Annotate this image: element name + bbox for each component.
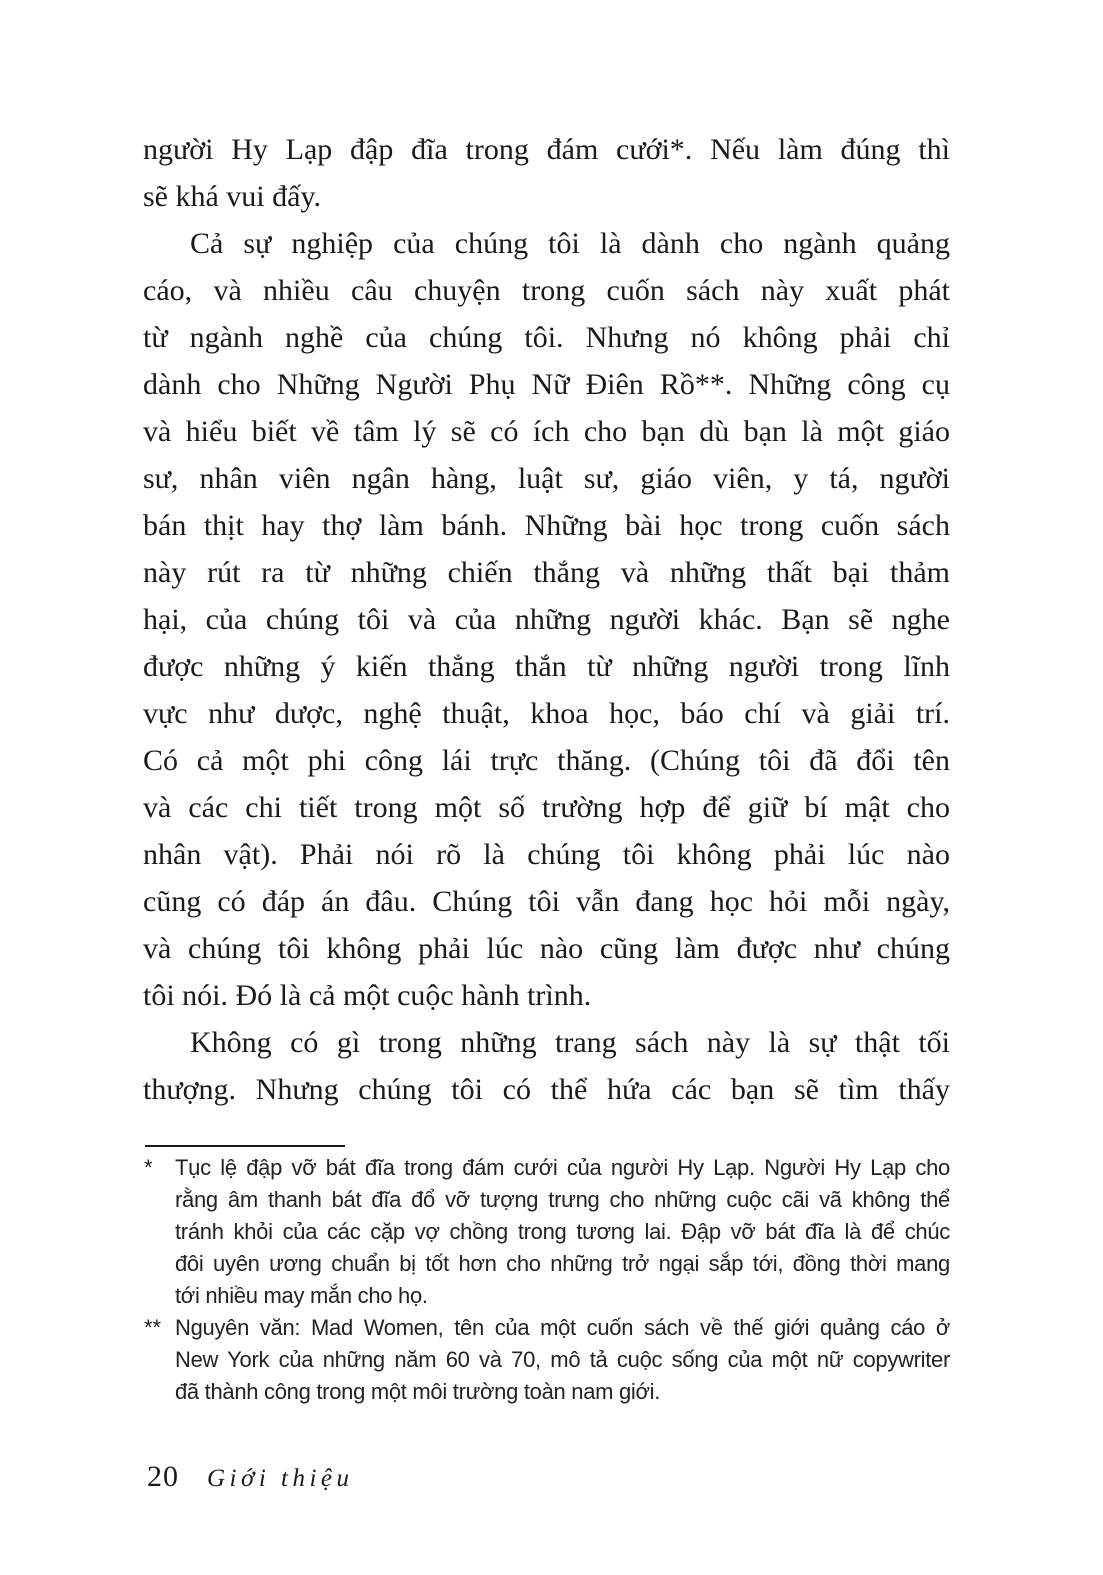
footnote-line: đôi uyên ương chuẩn bị tốt hơn cho những trở ngại sắp tới, đồng thời mang bbox=[175, 1251, 950, 1276]
body-line: này rút ra từ những chiến thắng và những thất bại thảm bbox=[143, 556, 950, 589]
body-line: sư, nhân viên ngân hàng, luật sư, giáo viên, y tá, người bbox=[143, 462, 950, 495]
body-line: được những ý kiến thẳng thắn từ những người trong lĩnh bbox=[143, 650, 950, 683]
body-line: và các chi tiết trong một số trường hợp để giữ bí mật cho bbox=[143, 791, 950, 824]
footnote-line: Tục lệ đập vỡ bát đĩa trong đám cưới của người Hy Lạp. Người Hy Lạp cho bbox=[175, 1155, 950, 1180]
body-line: dành cho Những Người Phụ Nữ Điên Rồ**. Những công cụ bbox=[143, 368, 950, 401]
body-line: Không có gì trong những trang sách này là sự thật tối bbox=[190, 1026, 950, 1059]
body-line: sẽ khá vui đấy. bbox=[143, 180, 322, 213]
body-line: và chúng tôi không phải lúc nào cũng làm được như chúng bbox=[143, 932, 950, 965]
footnote-line: đã thành công trong một môi trường toàn nam giới. bbox=[175, 1379, 661, 1404]
footnote-line: rằng âm thanh bát đĩa đổ vỡ tượng trưng cho những cuộc cãi vã không thể bbox=[175, 1187, 950, 1212]
body-line: và hiểu biết về tâm lý sẽ có ích cho bạn dù bạn là một giáo bbox=[143, 415, 950, 448]
body-line: cáo, và nhiều câu chuyện trong cuốn sách này xuất phát bbox=[143, 274, 950, 307]
footnote-line: New York của những năm 60 và 70, mô tả cuộc sống của một nữ copywriter bbox=[175, 1347, 950, 1372]
footnote-marker: * bbox=[144, 1155, 153, 1180]
body-line: thượng. Nhưng chúng tôi có thể hứa các bạn sẽ tìm thấy bbox=[143, 1073, 950, 1106]
body-line: cũng có đáp án đâu. Chúng tôi vẫn đang học hỏi mỗi ngày, bbox=[143, 885, 950, 918]
body-text bbox=[143, 126, 950, 1113]
footnote-separator bbox=[145, 1145, 345, 1147]
body-line: bán thịt hay thợ làm bánh. Những bài học trong cuốn sách bbox=[143, 509, 950, 542]
body-line: nhân vật). Phải nói rõ là chúng tôi không phải lúc nào bbox=[143, 838, 950, 871]
footnote-line: tránh khỏi của các cặp vợ chồng trong tương lai. Đập vỡ bát đĩa là để chúc bbox=[175, 1219, 950, 1244]
footnotes bbox=[143, 1152, 950, 1408]
footnote bbox=[143, 1312, 950, 1408]
body-line: Cả sự nghiệp của chúng tôi là dành cho ngành quảng bbox=[190, 227, 950, 260]
body-line: người Hy Lạp đập đĩa trong đám cưới*. Nếu làm đúng thì bbox=[143, 133, 950, 166]
body-line: từ ngành nghề của chúng tôi. Nhưng nó không phải chỉ bbox=[143, 321, 950, 354]
footnote bbox=[143, 1152, 950, 1312]
body-line: tôi nói. Đó là cả một cuộc hành trình. bbox=[143, 979, 592, 1012]
footnote-line: tới nhiều may mắn cho họ. bbox=[175, 1283, 428, 1308]
footnote-line: Nguyên văn: Mad Women, tên của một cuốn sách về thế giới quảng cáo ở bbox=[175, 1315, 950, 1340]
body-line: hại, của chúng tôi và của những người khác. Bạn sẽ nghe bbox=[143, 603, 950, 636]
body-line: Có cả một phi công lái trực thăng. (Chúng tôi đã đổi tên bbox=[143, 744, 950, 777]
page-number: 20 bbox=[147, 1460, 179, 1493]
footnote-marker: ** bbox=[144, 1315, 162, 1340]
body-line: vực như dược, nghệ thuật, khoa học, báo chí và giải trí. bbox=[143, 697, 950, 730]
page-footer bbox=[147, 1460, 354, 1494]
section-title: Giới thiệu bbox=[207, 1465, 354, 1492]
